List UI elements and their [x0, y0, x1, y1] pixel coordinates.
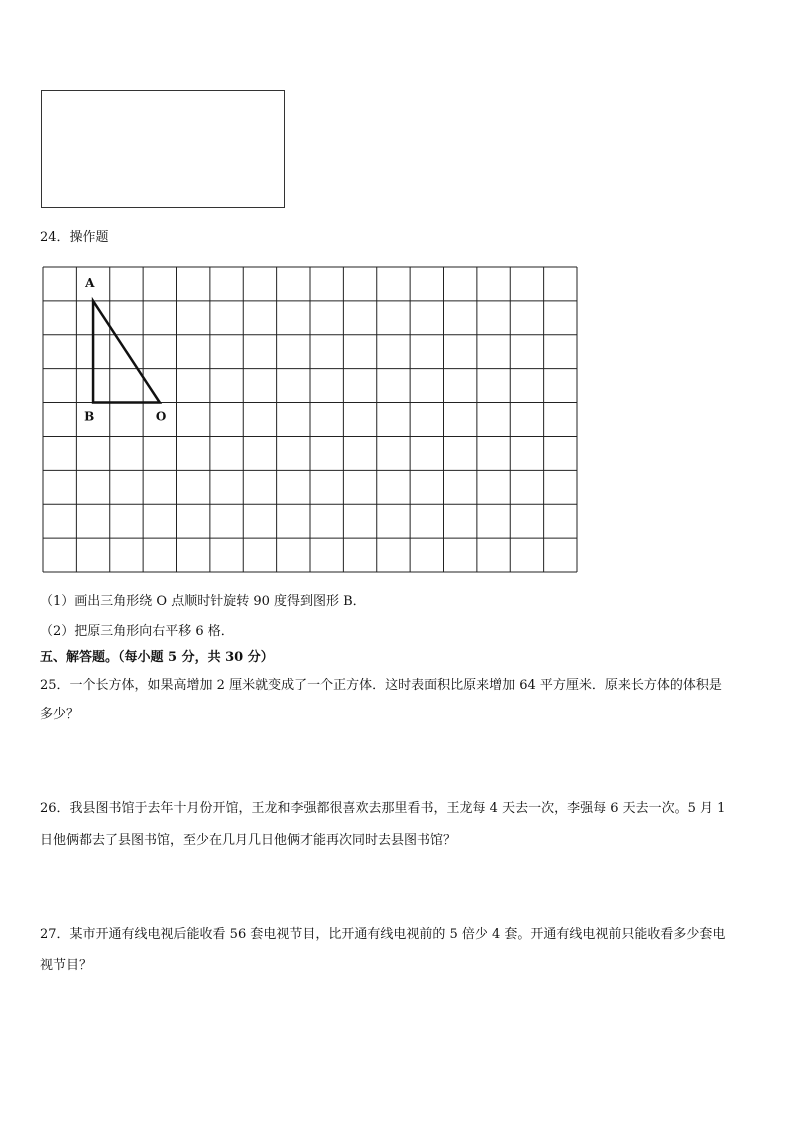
- grid-svg: [42, 266, 578, 574]
- grid-figure: [42, 266, 578, 578]
- vertex-label-a: A: [85, 275, 95, 290]
- instruction-1: （1）画出三角形绕 O 点顺时针旋转 90 度得到图形 B．: [40, 594, 366, 609]
- triangle-abo: [93, 301, 160, 403]
- question-26-line-2: 日他俩都去了县图书馆，至少在几月几日他俩才能再次同时去县图书馆？: [40, 833, 457, 848]
- question-27-line-2: 视节目？: [40, 958, 93, 973]
- question-27-line-1: 27．某市开通有线电视后能收看 56 套电视节目，比开通有线电视前的 5 倍少 4 套。开通有线电视前只能收看多少套电: [40, 927, 726, 942]
- vertex-label-b: B: [84, 409, 95, 424]
- question-25-line-1: 25．一个长方体，如果高增加 2 厘米就变成了一个正方体．这时表面积比原来增加 64 平方厘米．原来长方体的体积是: [40, 678, 722, 693]
- section-five-heading: 五、解答题。（每小题 5 分，共 30 分）: [40, 650, 274, 665]
- question-26-line-1: 26．我县图书馆于去年十月份开馆，王龙和李强都很喜欢去那里看书，王龙每 4 天去一次，李强每 6 天去一次。5 月 1: [40, 801, 726, 816]
- answer-box: [41, 90, 285, 208]
- question-25-line-2: 多少？: [40, 707, 80, 722]
- instruction-2: （2）把原三角形向右平移 6 格．: [40, 624, 234, 639]
- question-24-title: 24．操作题: [40, 230, 109, 245]
- vertex-label-o: O: [155, 409, 167, 424]
